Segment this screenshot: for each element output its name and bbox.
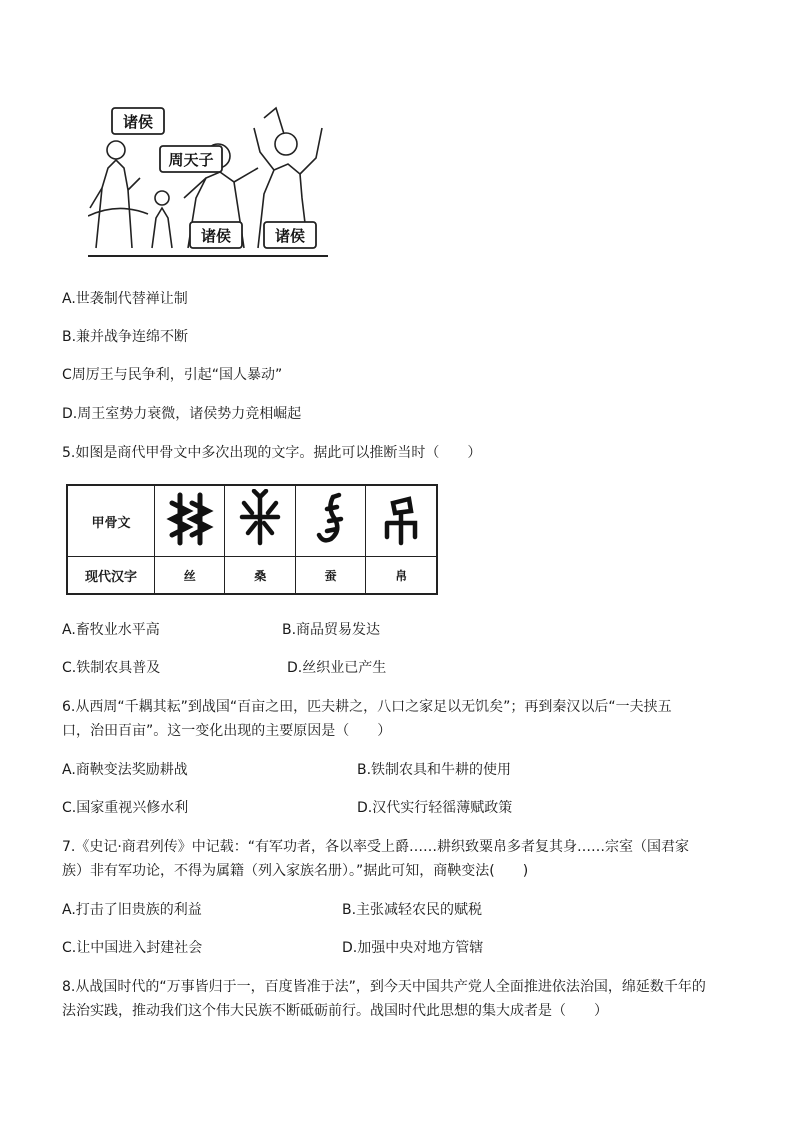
oracle-glyph-can-icon — [301, 489, 361, 549]
q8-stem-line1: 8.从战国时代的“万事皆归于一，百度皆准于法”，到今天中国共产党人全面推进依法治国，绵延数千年的 — [62, 979, 706, 995]
q5-option-c: C.铁制农具普及 — [62, 660, 161, 676]
oracle-glyph-bo — [366, 485, 437, 557]
oracle-bone-table — [66, 484, 438, 595]
cartoon-label-zhoutianzi: 周天子 — [168, 151, 214, 169]
oracle-row-header: 甲骨文 — [67, 485, 155, 557]
q6-stem-line1: 6.从西周“千耦其耘”到战国“百亩之田，匹夫耕之，八口之家足以无饥矣”；再到秦汉以后“一夫挟五 — [62, 699, 672, 715]
q7-option-c: C.让中国进入封建社会 — [62, 940, 203, 956]
q6-option-b: B.铁制农具和牛耕的使用 — [357, 762, 512, 778]
q7-stem-line2: 族）非有军功论，不得为属籍（列入家族名册）。”据此可知，商鞅变法( ) — [62, 863, 529, 879]
oracle-glyph-si — [155, 485, 225, 557]
q6-option-a: A.商鞅变法奖励耕战 — [62, 762, 188, 778]
q4-option-a: A.世袭制代替禅让制 — [62, 291, 188, 307]
oracle-glyph-can — [295, 485, 365, 557]
q6-option-c: C.国家重视兴修水利 — [62, 800, 189, 816]
q7-option-d: D.加强中央对地方管辖 — [342, 940, 484, 956]
q5-option-b: B.商品贸易发达 — [282, 622, 381, 638]
modern-char-can: 蚕 — [295, 557, 365, 595]
q6-stem-line2: 口，治田百亩”。这一变化出现的主要原因是（ ） — [62, 723, 392, 739]
cartoon-label-zhuhou-1: 诸侯 — [122, 113, 154, 131]
cartoon-label-zhuhou-3: 诸侯 — [274, 227, 306, 245]
oracle-glyph-si-icon — [160, 489, 220, 549]
cartoon-label-zhuhou-2: 诸侯 — [200, 227, 232, 245]
oracle-glyph-sang-icon — [230, 489, 290, 549]
modern-char-bo: 帛 — [366, 557, 437, 595]
modern-row-header: 现代汉字 — [67, 557, 155, 595]
modern-char-sang: 桑 — [225, 557, 295, 595]
q7-stem-line1: 7.《史记·商君列传》中记载：“有军功者，各以率受上爵……耕织致粟帛多者复其身……宗室（国君家 — [62, 839, 690, 855]
q4-option-c: C周厉王与民争利，引起“国人暴动” — [62, 367, 283, 383]
zhou-feudal-cartoon — [88, 98, 328, 260]
modern-char-si: 丝 — [155, 557, 225, 595]
q7-option-a: A.打击了旧贵族的利益 — [62, 902, 202, 918]
q5-option-d: D.丝织业已产生 — [287, 660, 387, 676]
q7-option-b: B.主张减轻农民的赋税 — [342, 902, 483, 918]
q6-option-d: D.汉代实行轻徭薄赋政策 — [357, 800, 513, 816]
oracle-glyph-bo-icon — [371, 489, 431, 549]
q4-option-b: B.兼并战争连绵不断 — [62, 329, 189, 345]
oracle-glyph-sang — [225, 485, 295, 557]
q5-stem: 5.如图是商代甲骨文中多次出现的文字。据此可以推断当时（ ） — [62, 445, 482, 461]
q8-stem-line2: 法治实践，推动我们这个伟大民族不断砥砺前行。战国时代此思想的集大成者是（ ） — [62, 1003, 608, 1019]
q5-option-a: A.畜牧业水平高 — [62, 622, 160, 638]
q4-option-d: D.周王室势力衰微，诸侯势力竞相崛起 — [62, 406, 302, 422]
